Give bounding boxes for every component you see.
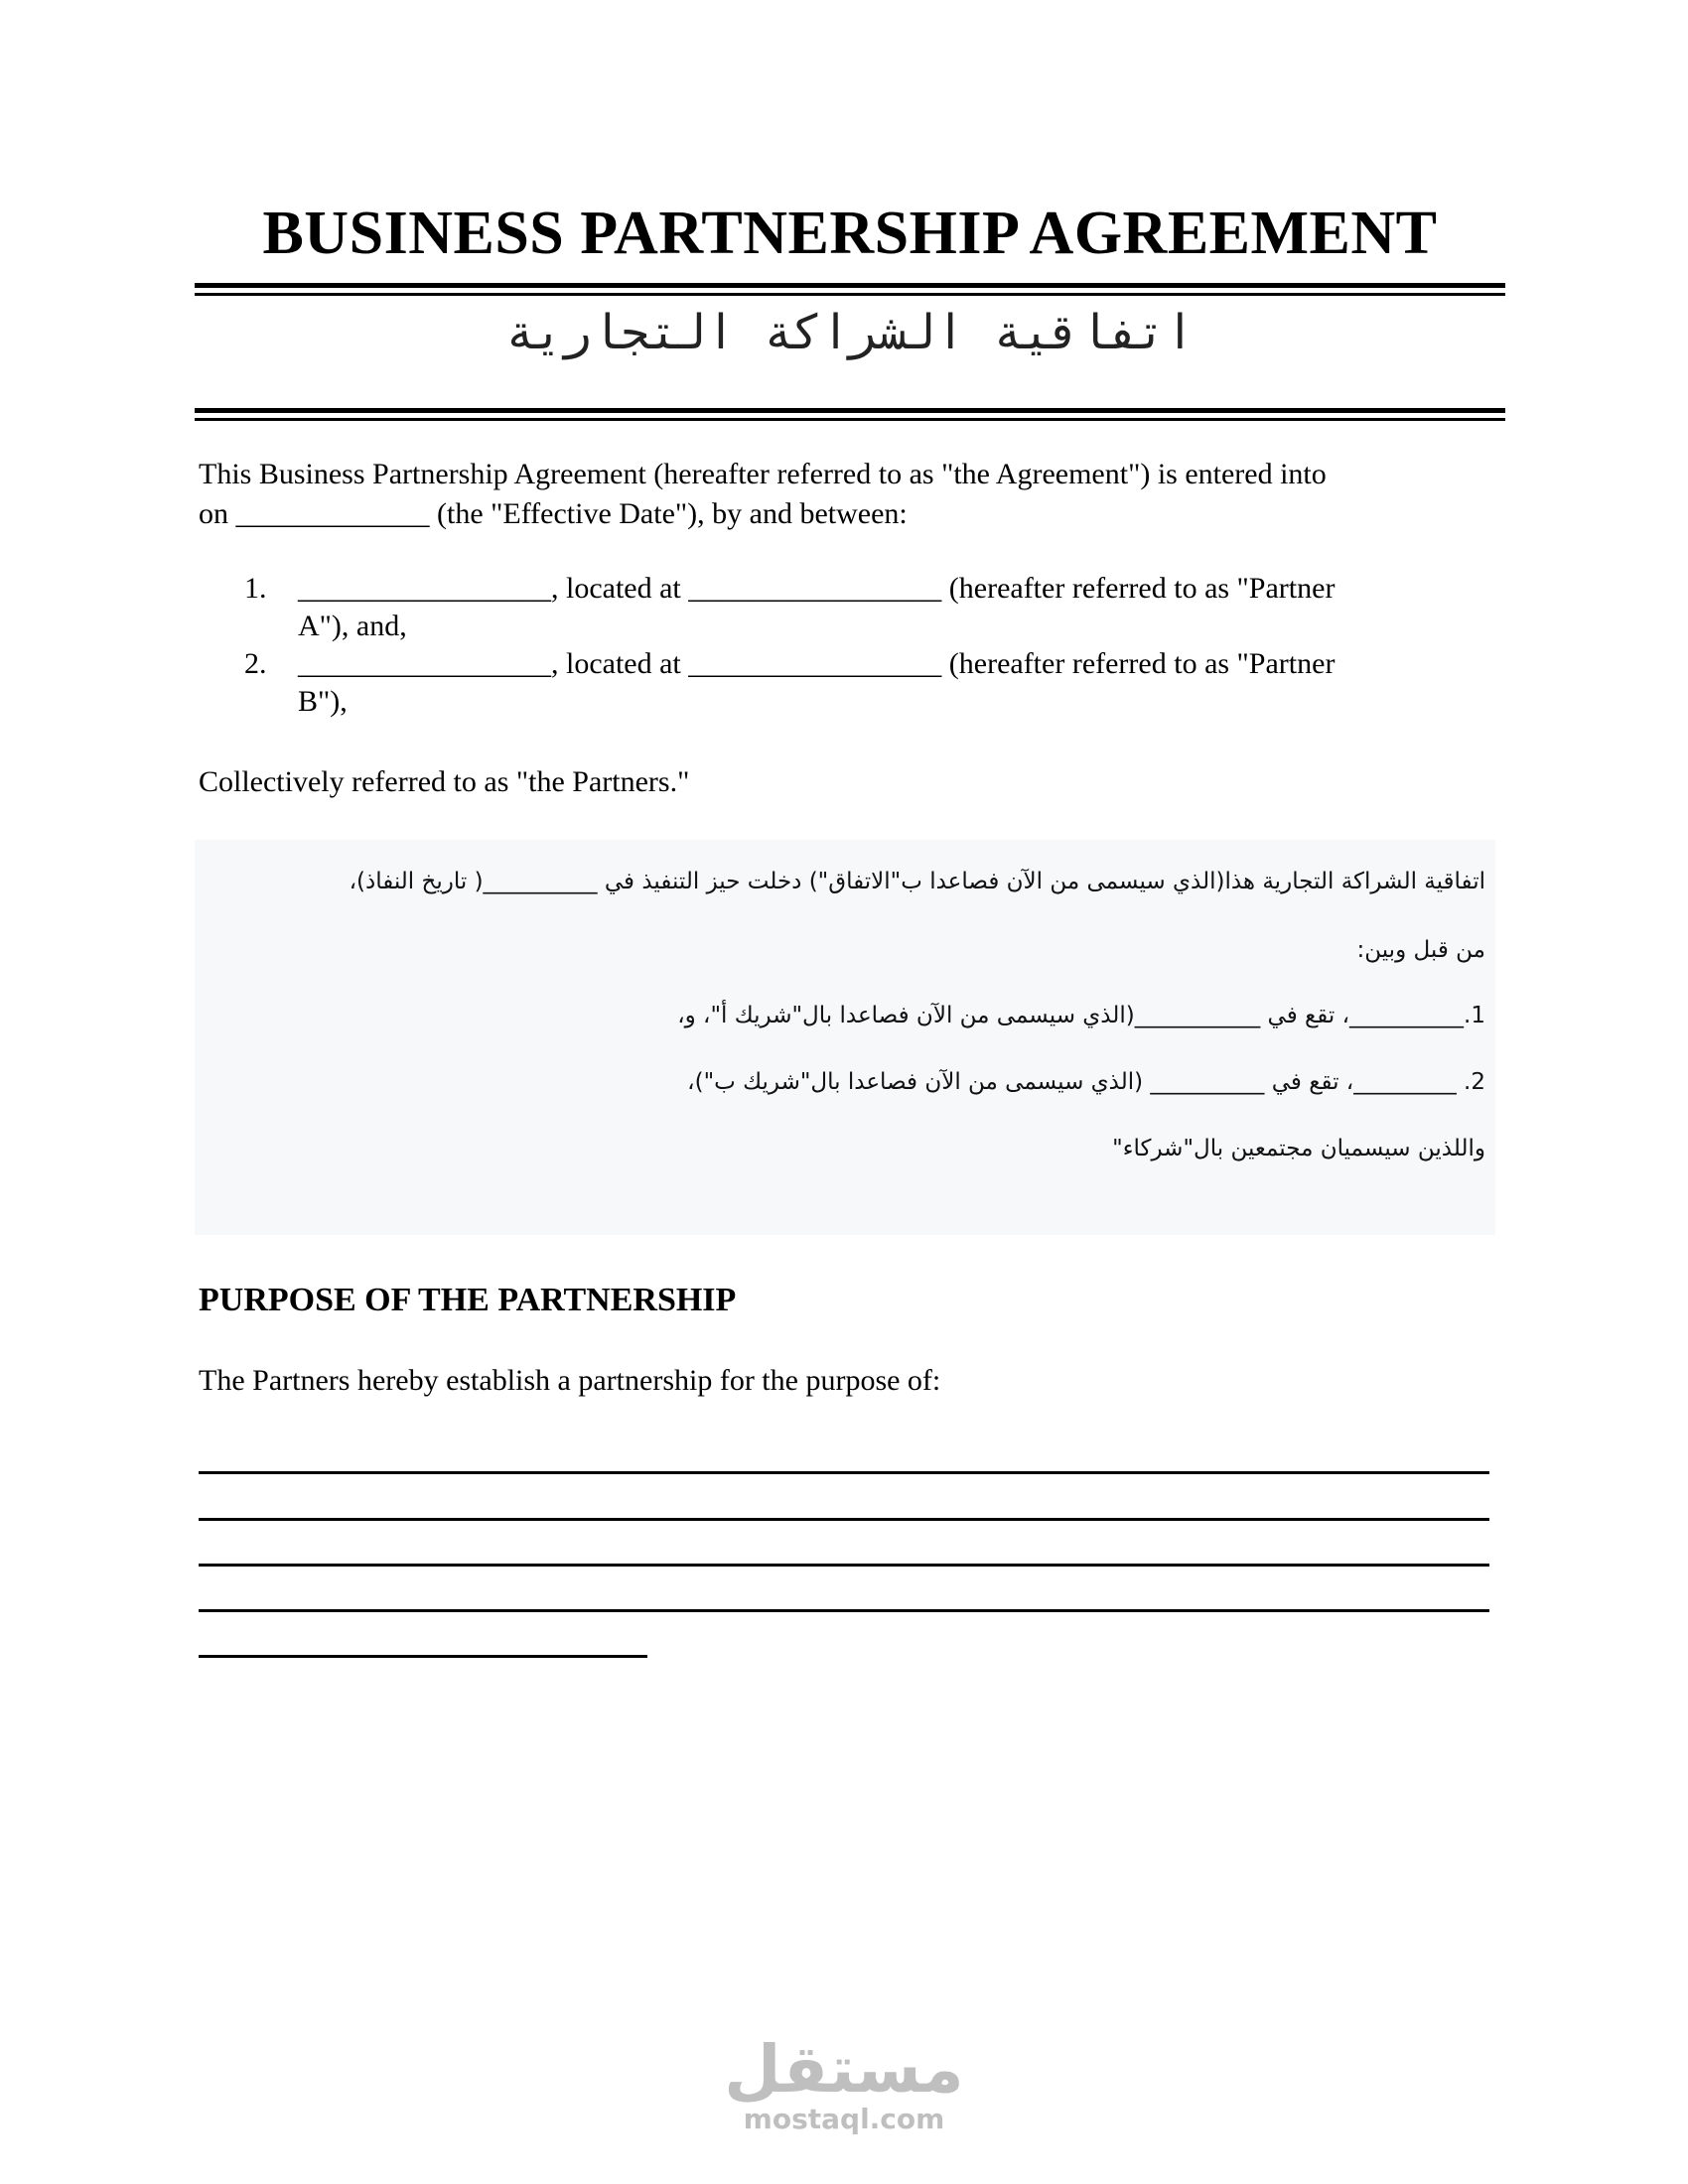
document-title: BUSINESS PARTNERSHIP AGREEMENT (262, 200, 1438, 267)
party-text-line-1: _________________, located at _________________ (hereafter referred to as "Partner (298, 647, 1336, 680)
title-divider-top-thin (195, 293, 1505, 296)
blank-line (199, 1609, 1489, 1612)
party-text-line-1: _________________, located at _________________ (hereafter referred to as "Partner (298, 572, 1336, 605)
title-divider-top (195, 283, 1505, 288)
watermark (685, 2031, 1003, 2135)
arabic-line: 2. _________، تقع في __________ (الذي سيسمى من الآن فصاعدا بال"شريك ب")، (687, 1069, 1485, 1095)
arabic-line: من قبل وبين: (1356, 937, 1485, 963)
party-item (199, 645, 1460, 721)
purpose-text: The Partners hereby establish a partnership for the purpose of: (199, 1364, 941, 1397)
watermark-url: mostaql.com (743, 2103, 945, 2135)
blank-line (199, 1655, 647, 1658)
arabic-title: اتفاقية الشراكة التجارية (505, 305, 1195, 360)
blank-line (199, 1564, 1489, 1567)
party-number: 1. (244, 572, 267, 605)
blank-line (199, 1471, 1489, 1474)
arabic-line: واللذين سيسميان مجتمعين بال"شركاء" (1112, 1136, 1485, 1161)
title-divider-bottom (195, 408, 1505, 413)
collective-statement: Collectively referred to as "the Partners." (199, 765, 690, 798)
parties-list (199, 570, 1460, 721)
arabic-translation-block (195, 840, 1495, 1235)
intro-paragraph (199, 455, 1460, 534)
watermark-logo: مستقل (724, 2031, 964, 2108)
blank-line (199, 1518, 1489, 1521)
arabic-line: 1.__________، تقع في ___________(الذي سيسمى من الآن فصاعدا بال"شريك أ"، و، (677, 1003, 1485, 1028)
purpose-heading: PURPOSE OF THE PARTNERSHIP (199, 1282, 737, 1318)
party-text-line-2: A"), and, (298, 610, 407, 642)
title-divider-bottom-thin (195, 418, 1505, 421)
intro-line-2: on _____________ (the "Effective Date"), by and between: (199, 497, 908, 530)
party-number: 2. (244, 647, 267, 680)
party-item (199, 570, 1460, 645)
intro-line-1: This Business Partnership Agreement (hereafter referred to as "the Agreement") is entered into (199, 458, 1327, 490)
party-text-line-2: B"), (298, 685, 348, 718)
arabic-line: اتفاقية الشراكة التجارية هذا(الذي سيسمى من الآن فصاعدا ب"الاتفاق") دخلت حيز التنفيذ في __________( تاريخ النفاذ)، (349, 869, 1485, 894)
